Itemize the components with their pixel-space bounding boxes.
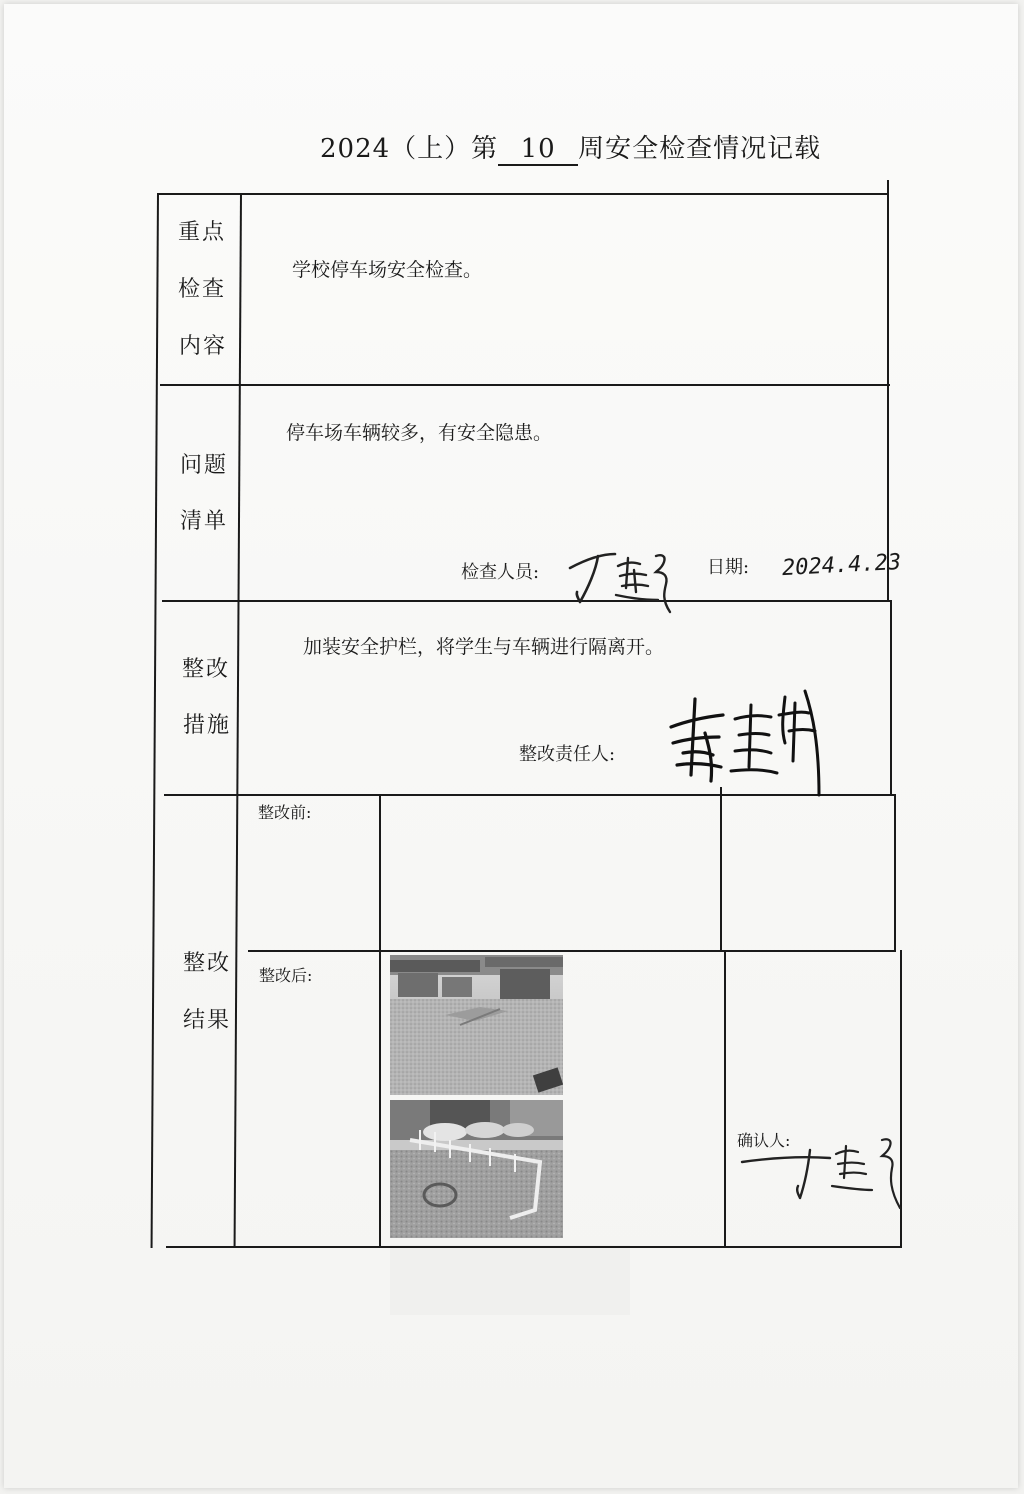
- label-key-check-1: 重点: [178, 220, 227, 245]
- title-suffix: 周安全检查情况记载: [578, 134, 822, 164]
- confirm-label: 确认人:: [737, 1131, 791, 1150]
- responsible-signature-image: [665, 685, 830, 800]
- measures-content: 加装安全护栏，将学生与车辆进行隔离开。: [303, 636, 665, 658]
- table-border-top: [157, 193, 889, 195]
- before-label: 整改前:: [258, 803, 312, 822]
- row-divider-1: [160, 384, 890, 386]
- table-border-right-lower: [894, 794, 896, 952]
- page-title: [320, 128, 821, 166]
- label-problems-2: 清单: [180, 509, 229, 534]
- date-label: 日期:: [707, 557, 750, 578]
- responsible-label: 整改责任人:: [519, 744, 616, 765]
- key-check-content: 学校停车场安全检查。: [292, 259, 483, 281]
- title-week-number: 10: [498, 134, 578, 166]
- after-photo-yard: [390, 955, 563, 1095]
- after-photo-fence: [390, 1100, 563, 1238]
- date-value: 2024.4.23: [781, 549, 902, 582]
- label-results-2: 结果: [183, 1008, 232, 1033]
- label-measures-1: 整改: [182, 657, 231, 682]
- inspector-signature-image: [560, 540, 690, 615]
- table-border-right-upper: [887, 180, 889, 600]
- confirm-column-divider-bottom: [724, 950, 726, 1248]
- table-border-right-mid: [890, 600, 892, 796]
- inspector-label: 检查人员:: [461, 562, 540, 583]
- confirm-signature-image: [740, 1120, 915, 1215]
- label-key-check-3: 内容: [179, 334, 228, 359]
- photo-column-divider: [379, 794, 381, 1248]
- problems-content: 停车场车辆较多，有安全隐患。: [286, 422, 553, 444]
- row-divider-2: [162, 600, 892, 602]
- confirm-column-divider-top: [720, 787, 722, 952]
- row-divider-4: [248, 950, 896, 952]
- label-results-1: 整改: [183, 951, 232, 976]
- after-label: 整改后:: [259, 966, 313, 985]
- label-key-check-2: 检查: [178, 277, 227, 302]
- label-measures-2: 措施: [183, 713, 232, 738]
- faint-paper-shadow: [390, 1245, 630, 1315]
- label-problems-1: 问题: [180, 453, 229, 478]
- title-prefix: 2024（上）第: [320, 134, 499, 164]
